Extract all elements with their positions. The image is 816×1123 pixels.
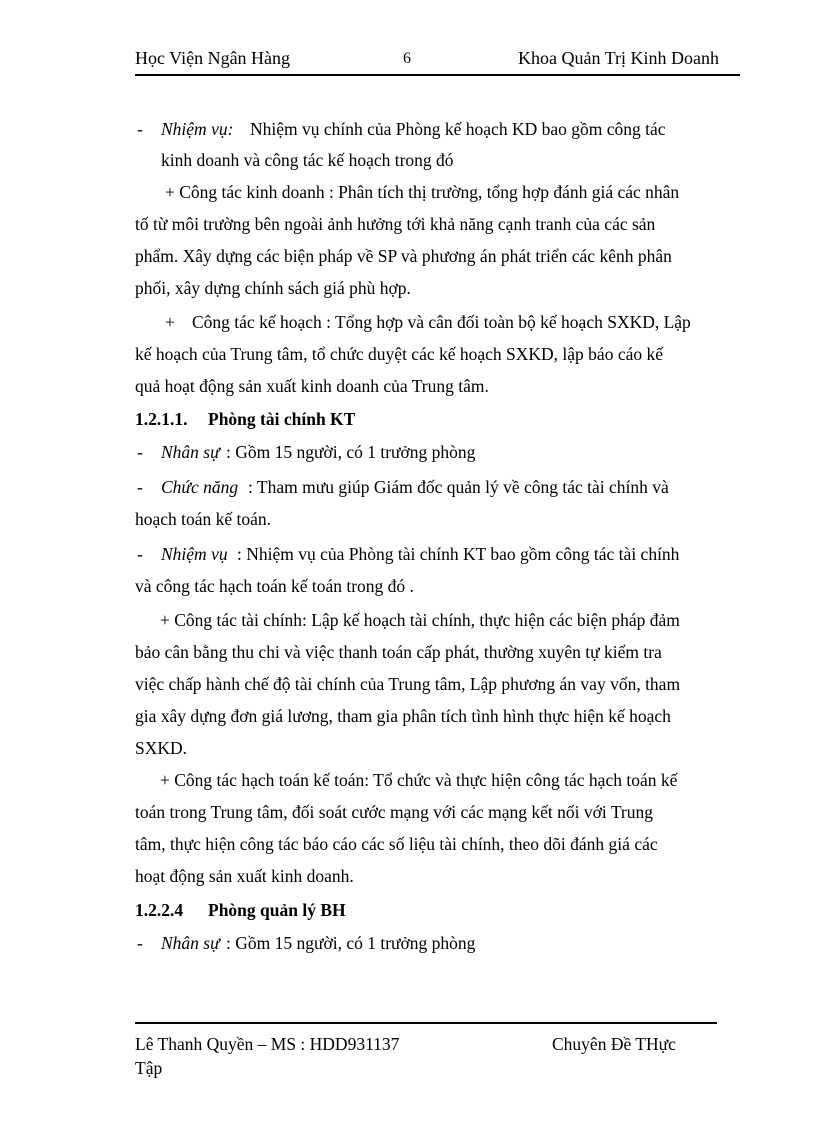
bullet-dash: - [137,442,143,462]
text-line: : Nhiệm vụ của Phòng tài chính KT bao gồm công tác tài chính [237,544,680,564]
text-line: và công tác hạch toán kế toán trong đó . [135,576,414,596]
text-line: Nhiệm vụ chính của Phòng kế hoạch KD bao gồm công tác [250,119,666,139]
bullet-dash: - [137,544,143,564]
section-number: 1.2.2.4 [135,900,184,920]
label-nhan-su: Nhân sự [161,442,220,462]
footer-author: Lê Thanh Quyền – MS : HDD931137 [135,1034,400,1054]
text-line: tố từ môi trường bên ngoài ảnh hưởng tới khả năng cạnh tranh của các sản [135,214,656,234]
text-line: + Công tác tài chính: Lập kế hoạch tài chính, thực hiện các biện pháp đảm [160,610,680,630]
text-line: : Tham mưu giúp Giám đốc quản lý về công tác tài chính và [248,477,669,497]
text-line: tâm, thực hiện công tác báo cáo các số liệu tài chính, theo dõi đánh giá các [135,834,658,854]
text-line: quả hoạt động sản xuất kinh doanh của Trung tâm. [135,376,489,396]
footer-title: Chuyên Đề THực [552,1034,676,1054]
text-line: kế hoạch của Trung tâm, tổ chức duyệt các kế hoạch SXKD, lập báo cáo kế [135,344,663,364]
page-number: 6 [403,50,411,67]
header-school: Học Viện Ngân Hàng [135,48,291,68]
label-chuc-nang: Chức năng [161,477,239,497]
text-line: bảo cân bằng thu chi và việc thanh toán cấp phát, thường xuyên tự kiểm tra [135,642,662,662]
section-title: Phòng quản lý BH [208,900,346,920]
label-nhiem-vu: Nhiệm vụ [161,544,228,564]
label-nhan-su: Nhân sự [161,933,220,953]
text-line: SXKD. [135,738,188,758]
section-number: 1.2.1.1. [135,409,188,429]
text-line: việc chấp hành chế độ tài chính của Trung tâm, Lập phương án vay vốn, tham [135,674,681,694]
text-line: kinh doanh và công tác kế hoạch trong đó [161,150,454,170]
header-faculty: Khoa Quản Trị Kinh Doanh [518,48,719,68]
text-line: hoạt động sản xuất kinh doanh. [135,866,354,886]
footer-title-continued: Tập [135,1058,163,1078]
bullet-dash: - [137,477,143,497]
plus-marker: + [165,312,175,332]
bullet-dash: - [137,119,143,139]
bullet-dash: - [137,933,143,953]
label-nhiem-vu: Nhiệm vụ: [161,119,234,139]
text-line: Công tác kế hoạch : Tổng hợp và cân đối toàn bộ kế hoạch SXKD, Lập [192,312,691,332]
section-title: Phòng tài chính KT [208,409,356,429]
text-line: + Công tác hạch toán kế toán: Tổ chức và thực hiện công tác hạch toán kế [160,770,678,790]
text-line: : Gồm 15 người, có 1 trưởng phòng [226,933,476,953]
text-line: : Gồm 15 người, có 1 trưởng phòng [226,442,476,462]
text-line: phối, xây dựng chính sách giá phù hợp. [135,278,411,298]
text-line: phẩm. Xây dựng các biện pháp về SP và phương án phát triển các kênh phân [135,246,672,266]
text-line: hoạch toán kế toán. [135,509,272,529]
text-line: gia xây dựng đơn giá lương, tham gia phân tích tình hình thực hiện kế hoạch [135,706,671,726]
header-rule [135,74,740,76]
footer-rule [135,1022,717,1024]
text-line: toán trong Trung tâm, đối soát cước mạng với các mạng kết nối với Trung [135,802,653,822]
text-line: + Công tác kinh doanh : Phân tích thị trường, tổng hợp đánh giá các nhân [165,182,680,202]
